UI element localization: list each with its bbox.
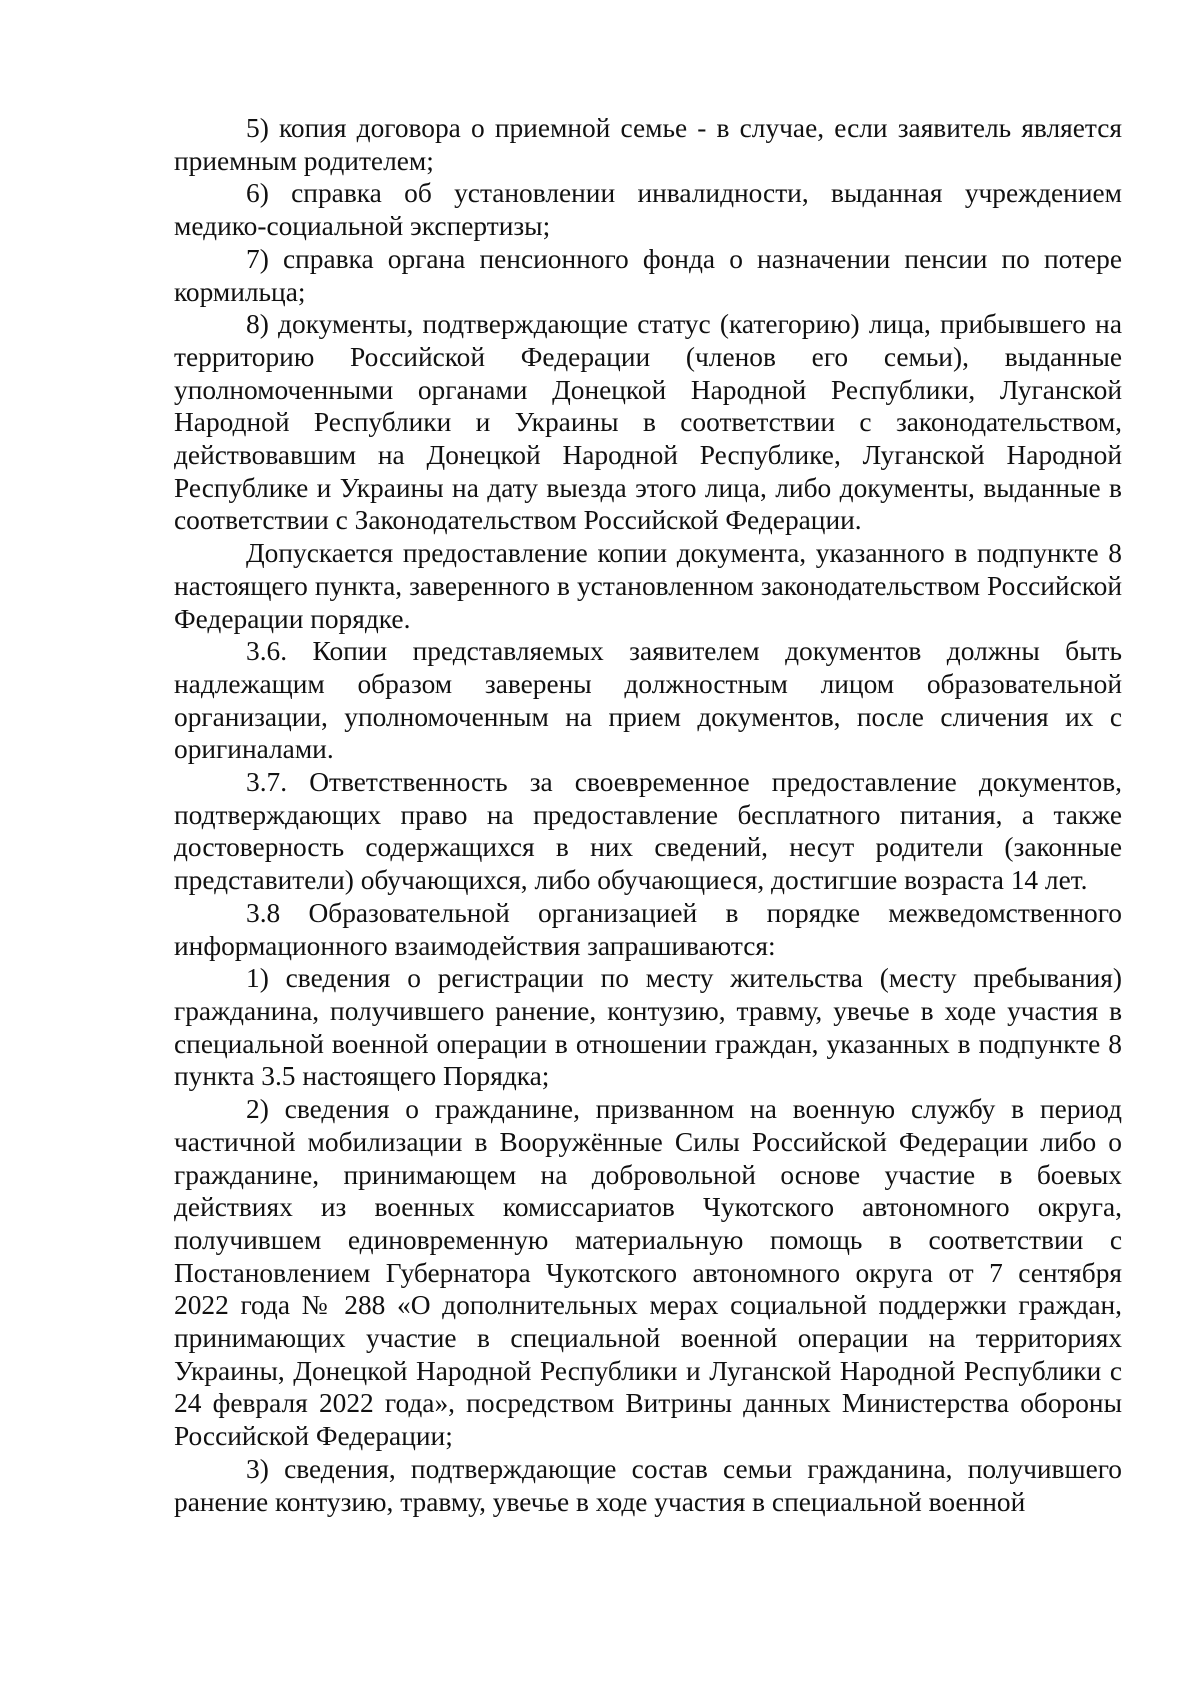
document-page: [174, 112, 1122, 1518]
paragraph-section-3-8: 3.8 Образовательной организацией в порядке межведомственного информационного взаимодействия запрашиваются:: [174, 897, 1122, 961]
paragraph-item-6-disability-certificate: 6) справка об установлении инвалидности, выданная учреждением медико-социальной экспертизы;: [174, 178, 1122, 242]
paragraph-section-3-6: 3.6. Копии представляемых заявителем документов должны быть надлежащим образом заверены должностным лицом образовательной организации, уполномоченным на прием документов, после сличения их с оригиналами.: [174, 636, 1122, 765]
paragraph-item-7-pension-certificate: 7) справка органа пенсионного фонда о назначении пенсии по потере кормильца;: [174, 243, 1122, 307]
paragraph-item-2-mobilization: 2) сведения о гражданине, призванном на военную службу в период частичной мобилизации в Вооружённые Силы Российской Федерации либо о гражданине, принимающем на добровольной основе участие в боевых действиях из военных комиссариатов Чукотского автономного округа, получившем единовременную материальную помощь в соответствии с Постановлением Губернатора Чукотского автономного округа от 7 сентября 2022 года № 288 «О дополнительных мерах социальной поддержки граждан, принимающих участие в специальной военной операции на территориях Украины, Донецкой Народной Республики и Луганской Народной Республики с 24 февраля 2022 года», посредством Витрины данных Министерства обороны Российской Федерации;: [174, 1094, 1122, 1452]
paragraph-copy-allowed: Допускается предоставление копии документа, указанного в подпункте 8 настоящего пункта, заверенного в установленном законодательством Российской Федерации порядке.: [174, 538, 1122, 634]
paragraph-item-5-foster-contract: 5) копия договора о приемной семье - в случае, если заявитель является приемным родителем;: [174, 113, 1122, 176]
paragraph-section-3-7: 3.7. Ответственность за своевременное предоставление документов, подтверждающих право на предоставление бесплатного питания, а также достоверность содержащихся в них сведений, несут родители (законные представители) обучающихся, либо обучающиеся, достигшие возраста 14 лет.: [174, 767, 1122, 896]
paragraph-item-8-status-documents: 8) документы, подтверждающие статус (категорию) лица, прибывшего на территорию Российской Федерации (членов его семьи), выданные уполномоченными органами Донецкой Народной Республики, Луганской Народной Республики и Украины в соответствии с законодательством, действовавшим на Донецкой Народной Республике, Луганской Народной Республике и Украины на дату выезда этого лица, либо документы, выданные в соответствии с Законодательством Российской Федерации.: [174, 309, 1122, 536]
paragraph-item-3-family: 3) сведения, подтверждающие состав семьи гражданина, получившего ранение контузию, травму, увечье в ходе участия в специальной военной: [174, 1453, 1122, 1517]
paragraph-item-1-registration: 1) сведения о регистрации по месту жительства (месту пребывания) гражданина, получившего ранение, контузию, травму, увечье в ходе участия в специальной военной операции в отношении граждан, указанных в подпункте 8 пункта 3.5 настоящего Порядка;: [174, 963, 1122, 1092]
